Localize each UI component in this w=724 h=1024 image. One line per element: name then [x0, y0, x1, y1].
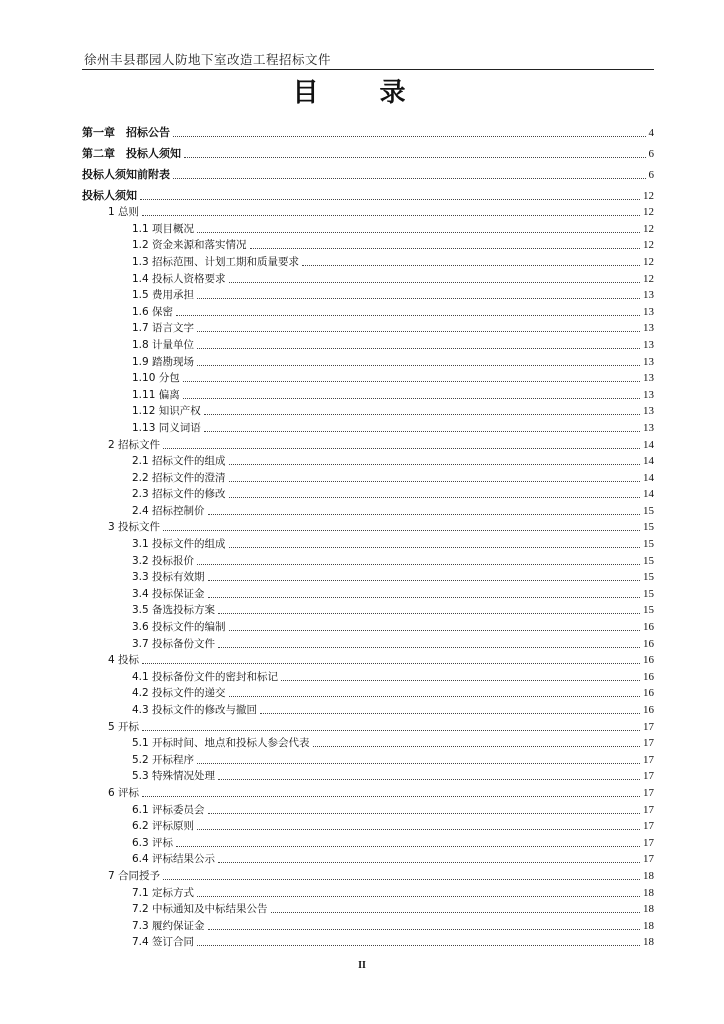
toc-entry-page-number: 18: [643, 919, 654, 932]
toc-entry[interactable]: [82, 916, 654, 933]
toc-entry[interactable]: [82, 302, 654, 319]
toc-entry-page-number: 15: [643, 571, 654, 584]
toc-entry-label: 1.13 同义词语: [132, 421, 201, 434]
dot-leader: [229, 464, 640, 465]
toc-entry-label: 3.5 备选投标方案: [132, 604, 216, 617]
toc-entry-page-number: 4: [648, 127, 654, 139]
toc-entry[interactable]: [82, 667, 654, 684]
toc-entry[interactable]: [82, 385, 654, 402]
toc-entry-label: 1.7 语言文字: [132, 322, 195, 335]
toc-entry-label: 5.1 开标时间、地点和投标人参会代表: [132, 737, 310, 750]
toc-entry[interactable]: [82, 551, 654, 568]
toc-entry-label: 1.6 保密: [132, 305, 174, 318]
dot-leader: [197, 829, 640, 830]
toc-entry[interactable]: [82, 452, 654, 469]
toc-entry-label: 2.3 招标文件的修改: [132, 488, 226, 501]
dot-leader: [208, 580, 640, 581]
toc-entry-page-number: 12: [643, 206, 654, 219]
toc-entry[interactable]: [82, 485, 654, 502]
toc-entry-page-number: 16: [643, 654, 654, 667]
dot-leader: [142, 215, 640, 216]
toc-entry[interactable]: [82, 617, 654, 634]
toc-entry-label: 1.11 偏离: [132, 388, 180, 401]
toc-entry-label: 第二章 投标人须知: [82, 147, 181, 160]
toc-entry-label: 1.10 分包: [132, 372, 180, 385]
running-header: 徐州丰县郡园人防地下室改造工程招标文件: [84, 52, 332, 67]
toc-entry-page-number: 17: [643, 720, 654, 733]
toc-entry[interactable]: [82, 119, 654, 140]
dot-leader: [229, 630, 640, 631]
toc-entry[interactable]: [82, 468, 654, 485]
toc-entry[interactable]: [82, 335, 654, 352]
toc-entry[interactable]: [82, 140, 654, 161]
toc-entry-label: 3.2 投标报价: [132, 554, 195, 567]
toc-entry-label: 6.2 评标原则: [132, 820, 195, 833]
toc-entry-label: 1.4 投标人资格要求: [132, 272, 226, 285]
toc-entry-label: 3.4 投标保证金: [132, 587, 205, 600]
dot-leader: [197, 298, 640, 299]
toc-entry[interactable]: [82, 418, 654, 435]
toc-entry-page-number: 14: [643, 488, 654, 501]
dot-leader: [229, 547, 640, 548]
toc-entry[interactable]: [82, 269, 654, 286]
toc-entry-label: 2.4 招标控制价: [132, 504, 205, 517]
dot-leader: [197, 564, 640, 565]
toc-entry[interactable]: [82, 402, 654, 419]
dot-leader: [142, 796, 640, 797]
toc-entry-label: 1.8 计量单位: [132, 338, 195, 351]
toc-entry-page-number: 15: [643, 554, 654, 567]
toc-entry-page-number: 13: [643, 388, 654, 401]
toc-entry-page-number: 17: [643, 803, 654, 816]
toc-entry[interactable]: [82, 850, 654, 867]
dot-leader: [260, 713, 640, 714]
toc-entry-page-number: 13: [643, 355, 654, 368]
toc-entry[interactable]: [82, 219, 654, 236]
toc-entry-page-number: 17: [643, 770, 654, 783]
dot-leader: [163, 530, 640, 531]
dot-leader: [313, 746, 640, 747]
dot-leader: [218, 647, 640, 648]
toc-entry-page-number: 16: [643, 687, 654, 700]
toc-entry-page-number: 13: [643, 421, 654, 434]
toc-entry-page-number: 12: [643, 272, 654, 285]
toc-entry-page-number: 12: [643, 255, 654, 268]
toc-entry-page-number: 15: [643, 521, 654, 534]
toc-entry-label: 4.3 投标文件的修改与撤回: [132, 704, 258, 716]
toc-entry[interactable]: [82, 800, 654, 817]
toc-entry-page-number: 12: [643, 239, 654, 252]
toc-entry-page-number: 13: [643, 372, 654, 385]
dot-leader: [142, 730, 640, 731]
toc-entry-label: 6.1 评标委员会: [132, 803, 205, 816]
toc-entry-page-number: 15: [643, 587, 654, 600]
dot-leader: [173, 178, 646, 179]
dot-leader: [229, 481, 640, 482]
toc-entry-page-number: 17: [643, 753, 654, 766]
toc-entry-label: 3.3 投标有效期: [132, 571, 205, 584]
toc-entry-label: 6 评标: [108, 786, 140, 799]
toc-entry-page-number: 13: [643, 322, 654, 335]
dot-leader: [229, 282, 640, 283]
dot-leader: [140, 199, 640, 200]
dot-leader: [184, 157, 646, 158]
toc-entry-label: 2 招标文件: [108, 438, 161, 451]
dot-leader: [208, 514, 640, 515]
dot-leader: [176, 846, 640, 847]
toc-entry[interactable]: [82, 352, 654, 369]
toc-entry[interactable]: [82, 501, 654, 518]
toc-entry-label: 5.2 开标程序: [132, 753, 195, 766]
toc-entry-page-number: 16: [643, 670, 654, 683]
toc-entry-label: 7.1 定标方式: [132, 886, 195, 899]
dot-leader: [302, 265, 640, 266]
toc-entry-page-number: 18: [643, 869, 654, 882]
toc-entry-page-number: 16: [643, 637, 654, 650]
toc-entry-label: 1.5 费用承担: [132, 289, 195, 302]
dot-leader: [183, 398, 640, 399]
toc-entry-page-number: 15: [643, 504, 654, 517]
toc-entry-page-number: 17: [643, 820, 654, 833]
toc-entry[interactable]: [82, 236, 654, 253]
toc-entry[interactable]: [82, 883, 654, 900]
toc-entry-label: 6.4 评标结果公示: [132, 853, 216, 866]
toc-entry-page-number: 13: [643, 338, 654, 351]
toc-entry[interactable]: [82, 817, 654, 834]
toc-entry-label: 1.12 知识产权: [132, 405, 201, 418]
dot-leader: [197, 348, 640, 349]
dot-leader: [197, 763, 640, 764]
dot-leader: [208, 597, 640, 598]
toc-entry[interactable]: [82, 369, 654, 386]
toc-entry[interactable]: [82, 203, 654, 220]
toc-entry[interactable]: [82, 833, 654, 850]
dot-leader: [197, 232, 640, 233]
toc-entry[interactable]: [82, 717, 654, 734]
toc-entry[interactable]: [82, 601, 654, 618]
toc-entry[interactable]: [82, 900, 654, 917]
toc-entry[interactable]: [82, 286, 654, 303]
toc-entry[interactable]: [82, 700, 654, 717]
toc-entry-page-number: 17: [643, 836, 654, 849]
toc-entry-page-number: 18: [643, 903, 654, 916]
dot-leader: [197, 945, 640, 946]
toc-entry[interactable]: [82, 584, 654, 601]
header-divider: [82, 69, 654, 70]
toc-entry-page-number: 14: [643, 455, 654, 468]
toc-entry[interactable]: [82, 734, 654, 751]
toc-entry-label: 1.9 踏勘现场: [132, 355, 195, 368]
dot-leader: [163, 448, 640, 449]
toc-entry-page-number: 12: [643, 189, 654, 202]
toc-entry-page-number: 14: [643, 438, 654, 451]
toc-entry-label: 2.2 招标文件的澄清: [132, 471, 226, 484]
toc-entry-label: 1.2 资金来源和落实情况: [132, 239, 247, 252]
toc-entry-label: 4.2 投标文件的递交: [132, 687, 226, 700]
dot-leader: [218, 779, 640, 780]
toc-entry-label: 7.2 中标通知及中标结果公告: [132, 903, 268, 916]
toc-entry-label: 1.1 项目概况: [132, 222, 195, 235]
dot-leader: [183, 381, 640, 382]
toc-entry-label: 1.3 招标范围、计划工期和质量要求: [132, 255, 300, 268]
page-number: II: [358, 960, 366, 971]
toc-entry-page-number: 13: [643, 289, 654, 302]
toc-entry-label: 投标人须知: [82, 188, 137, 202]
toc-entry[interactable]: [82, 933, 654, 950]
toc-entry-label: 6.3 评标: [132, 836, 174, 849]
toc-entry-page-number: 6: [648, 148, 654, 160]
toc-entry-page-number: 17: [643, 853, 654, 866]
dot-leader: [218, 862, 640, 863]
dot-leader: [208, 929, 640, 930]
dot-leader: [208, 813, 640, 814]
dot-leader: [271, 912, 640, 913]
dot-leader: [163, 879, 640, 880]
dot-leader: [281, 680, 640, 681]
toc-entry[interactable]: [82, 319, 654, 336]
toc-entry-page-number: 16: [643, 704, 654, 716]
toc-entry[interactable]: [82, 518, 654, 535]
dot-leader: [229, 497, 640, 498]
toc-entry-page-number: 15: [643, 604, 654, 617]
dot-leader: [197, 331, 640, 332]
toc-entry-label: 7.4 签订合同: [132, 936, 195, 949]
toc-entry-label: 2.1 招标文件的组成: [132, 455, 226, 468]
toc-entry-label: 4 投标: [108, 654, 140, 667]
toc-entry-page-number: 18: [643, 936, 654, 949]
toc-entry-page-number: 14: [643, 471, 654, 484]
dot-leader: [218, 613, 640, 614]
toc-entry-page-number: 6: [648, 169, 654, 181]
dot-leader: [197, 365, 640, 366]
toc-entry[interactable]: [82, 634, 654, 651]
dot-leader: [176, 315, 640, 316]
toc-entry-label: 5.3 特殊情况处理: [132, 770, 216, 783]
toc-entry[interactable]: [82, 568, 654, 585]
toc-entry[interactable]: [82, 651, 654, 668]
dot-leader: [173, 136, 646, 137]
toc-entry-label: 7 合同授予: [108, 869, 161, 882]
toc-entry[interactable]: [82, 252, 654, 269]
toc-entry-page-number: 12: [643, 222, 654, 235]
dot-leader: [197, 896, 640, 897]
toc-entry-page-number: 18: [643, 886, 654, 899]
dot-leader: [204, 431, 640, 432]
dot-leader: [204, 414, 640, 415]
toc-entry-label: 3.6 投标文件的编制: [132, 621, 226, 634]
toc-entry-page-number: 17: [643, 786, 654, 799]
toc-entry-page-number: 13: [643, 405, 654, 418]
toc-entry[interactable]: [82, 534, 654, 551]
toc-entry-page-number: 16: [643, 621, 654, 634]
toc-entry[interactable]: [82, 783, 654, 800]
toc-entry-label: 3.1 投标文件的组成: [132, 538, 226, 551]
toc-entry-label: 4.1 投标备份文件的密封和标记: [132, 670, 279, 683]
toc-entry-label: 第一章 招标公告: [82, 126, 170, 139]
toc-entry[interactable]: [82, 435, 654, 452]
toc-entry-page-number: 13: [643, 305, 654, 318]
toc-entry[interactable]: [82, 161, 654, 182]
toc-entry-page-number: 17: [643, 737, 654, 750]
toc-entry[interactable]: [82, 866, 654, 883]
toc-entry-label: 3.7 投标备份文件: [132, 637, 216, 650]
dot-leader: [250, 248, 640, 249]
toc-entry[interactable]: [82, 750, 654, 767]
page-title: 目 录: [292, 78, 432, 108]
toc-entry-label: 1 总则: [108, 206, 140, 219]
toc-entry[interactable]: [82, 767, 654, 784]
dot-leader: [142, 663, 640, 664]
toc-entry[interactable]: [82, 182, 654, 203]
toc-entry[interactable]: [82, 684, 654, 701]
toc-entry-label: 投标人须知前附表: [82, 168, 170, 181]
table-of-contents: [82, 119, 654, 949]
toc-entry-label: 7.3 履约保证金: [132, 919, 205, 932]
dot-leader: [229, 696, 640, 697]
toc-entry-label: 3 投标文件: [108, 521, 161, 534]
toc-entry-label: 5 开标: [108, 720, 140, 733]
toc-entry-page-number: 15: [643, 538, 654, 551]
